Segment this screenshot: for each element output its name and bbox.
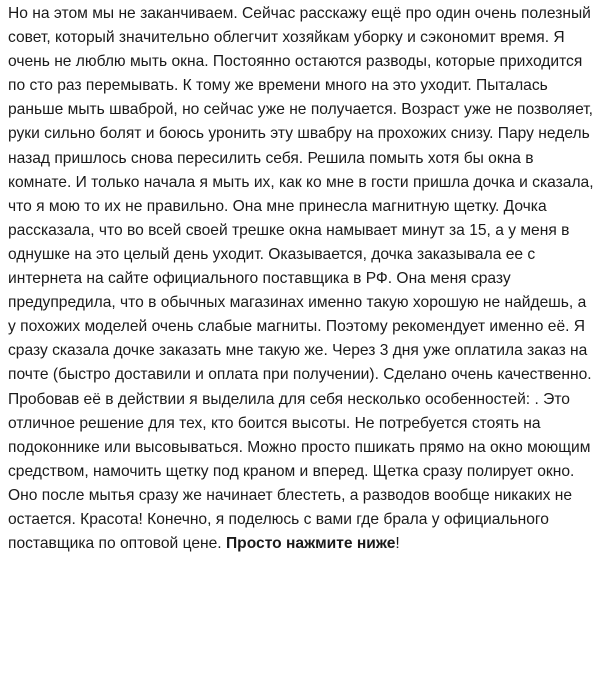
- call-to-action-punctuation: !: [395, 535, 400, 553]
- article-text: [8, 2, 594, 556]
- call-to-action-link[interactable]: Просто нажмите ниже: [225, 535, 396, 553]
- article-body: Но на этом мы не заканчиваем. Сейчас расскажу ещё про один очень полезный совет, который значительно облегчит хозяйкам уборку и сэкономит время. Я очень не люблю мыть окна. Постоянно остаются разводы, которые приходится по сто раз перемывать. К тому же времени много на это уходит. Пыталась раньше мыть шваброй, но сейчас уже не получается. Возраст уже не позволяет, руки сильно болят и боюсь уронить эту швабру на прохожих снизу. Пару недель назад пришлось снова пересилить себя. Решила помыть хотя бы окна в комнате. И только начала я мыть их, как ко мне в гости пришла дочка и сказала, что я мою то их не правильно. Она мне принесла магнитную щетку. Дочка рассказала, что во всей своей трешке окна намывает минут за 15, а у меня в однушке на это целый день уходит. Оказывается, дочка заказывала ее с интернета на сайте официального поставщика в РФ. Она меня сразу предупредила, что в обычных магазинах именно такую хорошую не найдешь, а у похожих моделей очень слабые магниты. Поэтому рекомендует именно её. Я сразу сказала дочке заказать мне такую же. Через 3 дня уже оплатила заказ на почте (быстро доставили и оплата при получении). Сделано очень качественно. Пробовав её в действии я выделила для себя несколько особенностей: . Это отличное решение для тех, кто боится высоты. Не потребуется стоять на подоконнике или высовываться. Можно просто пшикать прямо на окно моющим средством, намочить щетку под краном и вперед. Щетка сразу полирует окно. Оно после мытья сразу же начинает блестеть, а разводов вообще никаких не остается. Красота! Конечно, я поделюсь с вами где брала у официального поставщика по оптовой цене.: [8, 5, 594, 553]
